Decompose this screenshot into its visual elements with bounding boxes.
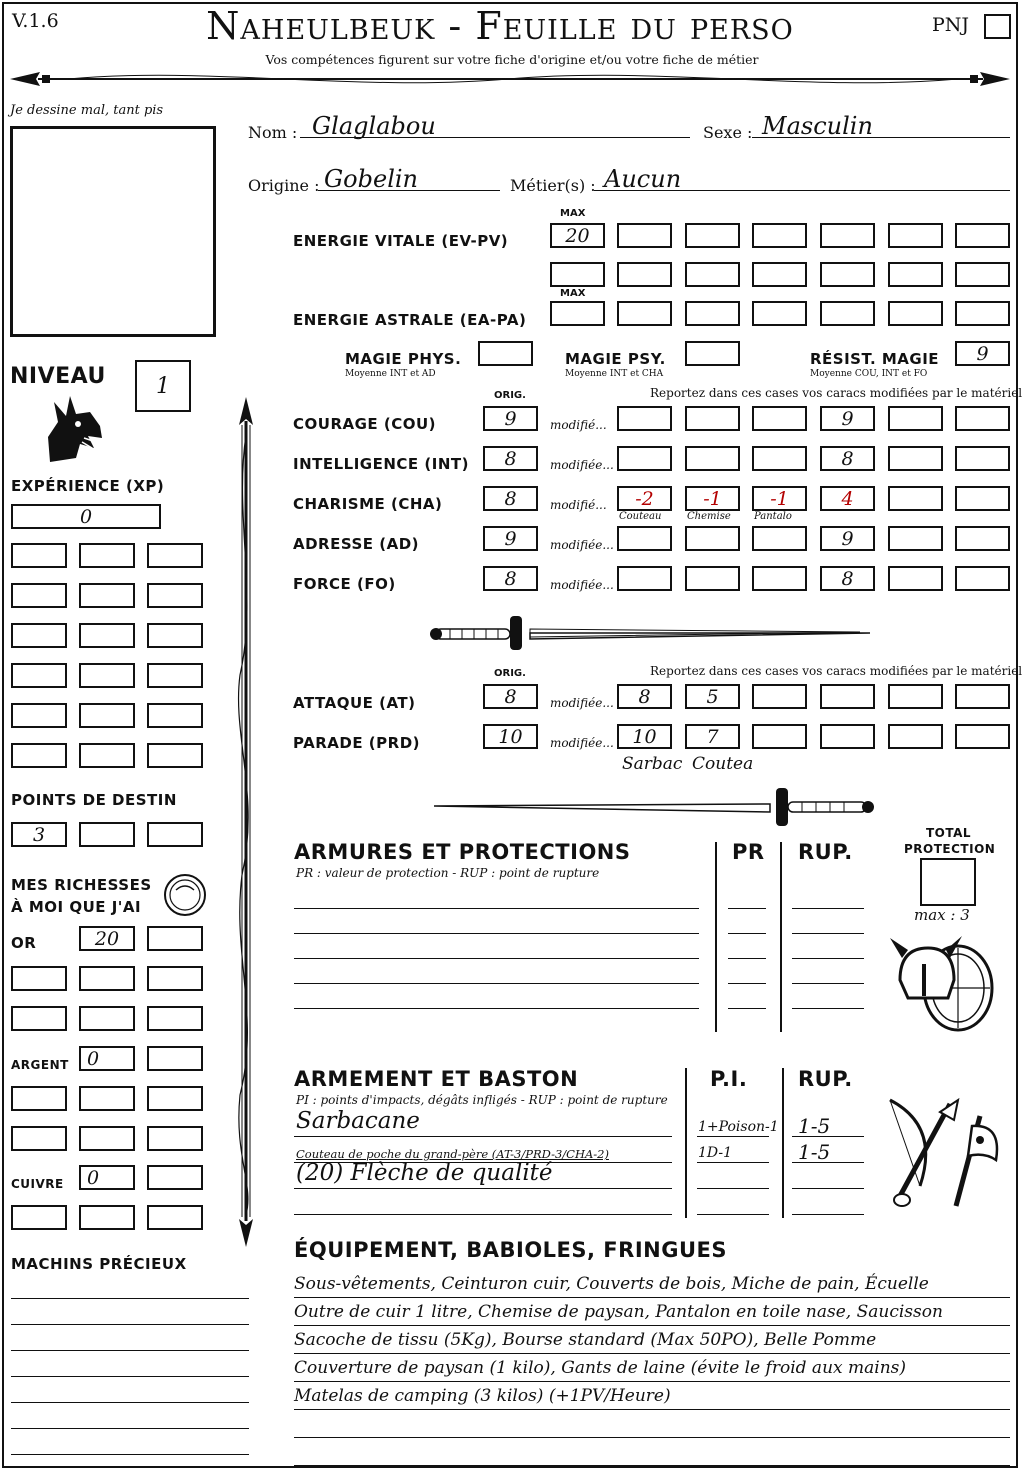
xp-box[interactable] [147, 703, 203, 728]
ev-box[interactable] [617, 223, 672, 248]
armures-divider-2 [780, 842, 782, 1032]
carac-mod-box[interactable] [888, 526, 943, 551]
total-protection-label-2: PROTECTION [904, 842, 996, 856]
or-box-3[interactable] [11, 966, 67, 991]
carac-mod-box[interactable] [752, 526, 807, 551]
carac-mod-box[interactable] [752, 566, 807, 591]
ev-box[interactable] [685, 223, 740, 248]
argent-box-2[interactable] [147, 1046, 203, 1071]
ev-max-box[interactable]: 20 [550, 223, 605, 248]
argent-box-8[interactable] [147, 1126, 203, 1151]
armure-rup-line[interactable] [792, 983, 864, 984]
armement-rup-line[interactable] [792, 1188, 864, 1189]
cuivre-box[interactable]: 0 [79, 1165, 135, 1190]
destin-box-2[interactable] [79, 822, 135, 847]
carac-orig-box[interactable]: 8 [483, 446, 538, 471]
ev-box[interactable] [955, 223, 1010, 248]
carac-orig-box[interactable]: 8 [483, 486, 538, 511]
cuivre-label: CUIVRE [11, 1177, 64, 1191]
origine-field[interactable]: Gobelin [324, 165, 418, 193]
xp-box[interactable] [11, 663, 67, 688]
dragon-head-icon [40, 392, 106, 464]
armure-line[interactable] [294, 908, 699, 909]
carac-mod-box[interactable]: 8 [820, 566, 875, 591]
magie-psy-box[interactable] [685, 341, 740, 366]
precieux-line[interactable] [11, 1428, 249, 1429]
ev-box[interactable] [752, 223, 807, 248]
nom-field[interactable]: Glaglabou [312, 112, 436, 140]
magie-phys-label: MAGIE PHYS. [345, 350, 462, 368]
equipement-line[interactable] [294, 1325, 1010, 1326]
combat-modif-label: modifiée... [550, 736, 614, 750]
crossed-weapons-icon [880, 1096, 1010, 1216]
armure-pr-line[interactable] [728, 933, 766, 934]
armures-rup-header: RUP. [798, 840, 853, 864]
cuivre-box-4[interactable] [79, 1205, 135, 1230]
or-box-2[interactable] [147, 926, 203, 951]
combat-mod-box[interactable]: 10 [617, 724, 672, 749]
armement-rup-header: RUP. [798, 1067, 853, 1091]
ev-box[interactable] [820, 223, 875, 248]
argent-label: ARGENT [11, 1058, 69, 1072]
armement-divider-2 [782, 1068, 784, 1218]
equipement-title: ÉQUIPEMENT, BABIOLES, FRINGUES [294, 1238, 727, 1262]
armement-pi-line[interactable] [697, 1162, 769, 1163]
combat-weapon-note-1: Sarbac [622, 754, 683, 774]
xp-box[interactable] [147, 543, 203, 568]
xp-box[interactable] [147, 583, 203, 608]
carac-mod-box[interactable] [752, 446, 807, 471]
precieux-line[interactable] [11, 1454, 249, 1455]
ea-box[interactable] [955, 301, 1010, 326]
sexe-field[interactable]: Masculin [762, 112, 873, 140]
nom-label: Nom : [248, 123, 298, 142]
armure-line[interactable] [294, 933, 699, 934]
xp-box[interactable] [11, 543, 67, 568]
armures-subtitle: PR : valeur de protection - RUP : point de rupture [296, 866, 600, 880]
precieux-label: MACHINS PRÉCIEUX [11, 1255, 187, 1273]
magie-phys-box[interactable] [478, 341, 533, 366]
ea-box[interactable] [820, 301, 875, 326]
xp-box[interactable] [147, 663, 203, 688]
sexe-label: Sexe : [703, 123, 753, 142]
carac-mod-box[interactable]: 9 [820, 406, 875, 431]
xp-box[interactable] [11, 703, 67, 728]
carac-label: CHARISME (CHA) [293, 495, 443, 513]
armure-pr-line[interactable] [728, 983, 766, 984]
sword-divider-icon [430, 782, 875, 832]
carac-mod-box[interactable] [955, 446, 1010, 471]
ea-box[interactable] [888, 301, 943, 326]
spear-divider-icon [8, 64, 1012, 94]
combat-mod-box[interactable] [955, 684, 1010, 709]
combat-modif-label: modifiée... [550, 696, 614, 710]
equipement-line[interactable] [294, 1297, 1010, 1298]
total-protection-label-1: TOTAL [926, 826, 972, 840]
version-label: V.1.6 [12, 10, 59, 32]
argent-box-4[interactable] [79, 1086, 135, 1111]
carac-mod-box[interactable] [617, 566, 672, 591]
ea-box[interactable] [617, 301, 672, 326]
xp-box[interactable] [11, 743, 67, 768]
or-box-8[interactable] [147, 1006, 203, 1031]
carac-mod-box[interactable] [685, 566, 740, 591]
combat-orig-box[interactable]: 10 [483, 724, 538, 749]
carac-mod-box[interactable]: 8 [820, 446, 875, 471]
armures-pr-header: PR [732, 840, 765, 864]
combat-mod-box[interactable] [752, 684, 807, 709]
metier-label: Métier(s) : [510, 176, 596, 195]
combat-orig-label: ORIG. [494, 668, 526, 679]
combat-mod-box[interactable] [820, 724, 875, 749]
carac-label: FORCE (FO) [293, 575, 396, 593]
vertical-spear-icon [230, 395, 262, 1250]
armure-pr-line[interactable] [728, 958, 766, 959]
argent-box-5[interactable] [147, 1086, 203, 1111]
argent-box[interactable]: 0 [79, 1046, 135, 1071]
equipement-line[interactable] [294, 1465, 1010, 1466]
xp-box[interactable]: 0 [11, 504, 161, 529]
equipement-line[interactable] [294, 1409, 1010, 1410]
total-protection-box[interactable] [920, 858, 976, 906]
armure-rup-line[interactable] [792, 908, 864, 909]
carac-mod-box[interactable] [955, 566, 1010, 591]
carac-mod-box[interactable] [685, 526, 740, 551]
equipement-line[interactable] [294, 1437, 1010, 1438]
carac-mod-box[interactable] [888, 406, 943, 431]
ev-box[interactable] [617, 262, 672, 287]
armures-title: ARMURES ET PROTECTIONS [294, 840, 631, 864]
portrait-box[interactable] [10, 126, 216, 337]
combat-report-note: Reportez dans ces cases vos caracs modifiées par le matériel [650, 664, 1023, 678]
carac-label: INTELLIGENCE (INT) [293, 455, 469, 473]
xp-box[interactable] [79, 623, 135, 648]
magie-psy-note: Moyenne INT et CHA [565, 369, 664, 379]
armement-divider-1 [685, 1068, 687, 1218]
carac-mod-box[interactable] [617, 406, 672, 431]
carac-mod-note: Couteau [619, 511, 662, 522]
ev-box[interactable] [955, 262, 1010, 287]
combat-mod-box[interactable] [752, 724, 807, 749]
precieux-line[interactable] [11, 1324, 249, 1325]
carac-mod-box[interactable] [685, 406, 740, 431]
armement-line[interactable] [294, 1188, 672, 1189]
ev-box[interactable] [888, 262, 943, 287]
precieux-line[interactable] [11, 1298, 249, 1299]
metier-field[interactable]: Aucun [604, 165, 682, 193]
ea-box[interactable] [752, 301, 807, 326]
combat-mod-box[interactable] [955, 724, 1010, 749]
carac-modif-label: modifié... [550, 498, 607, 512]
precieux-line[interactable] [11, 1350, 249, 1351]
carac-mod-note: Chemise [687, 511, 731, 522]
carac-mod-box[interactable]: -2 [617, 486, 672, 511]
page-title: Naheulbeuk - Feuille du perso [206, 4, 794, 48]
xp-box[interactable] [79, 743, 135, 768]
carac-mod-note: Pantalo [754, 511, 792, 522]
carac-mod-box[interactable] [955, 526, 1010, 551]
argent-box-7[interactable] [79, 1126, 135, 1151]
equipement-line[interactable] [294, 1381, 1010, 1382]
armure-rup-line[interactable] [792, 1008, 864, 1009]
richesses-label-1: MES RICHESSES [11, 876, 152, 894]
pnj-checkbox[interactable] [984, 14, 1011, 39]
armement-line[interactable] [294, 1136, 672, 1137]
cuivre-box-5[interactable] [147, 1205, 203, 1230]
carac-mod-box[interactable] [955, 406, 1010, 431]
armement-subtitle: PI : points d'impacts, dégâts infligés - RUP : point de rupture [296, 1093, 668, 1107]
carac-mod-box[interactable] [955, 486, 1010, 511]
equipement-entry[interactable]: Sous-vêtements, Ceinturon cuir, Couverts de bois, Miche de pain, Écuelle [294, 1274, 929, 1294]
carac-modif-label: modifiée... [550, 578, 614, 592]
precieux-line[interactable] [11, 1402, 249, 1403]
destin-box-3[interactable] [147, 822, 203, 847]
armement-rup-line[interactable] [792, 1214, 864, 1215]
carac-orig-label: ORIG. [494, 390, 526, 401]
niveau-box[interactable]: 1 [135, 360, 191, 412]
equipement-entry[interactable]: Outre de cuir 1 litre, Chemise de paysan, Pantalon en toile nase, Saucisson [294, 1302, 943, 1322]
armure-pr-line[interactable] [728, 908, 766, 909]
ea-max-label: MAX [560, 288, 586, 299]
carac-mod-box[interactable] [617, 526, 672, 551]
xp-box[interactable] [11, 623, 67, 648]
or-label: OR [11, 934, 37, 952]
coin-icon [162, 872, 208, 918]
combat-label: PARADE (PRD) [293, 734, 421, 752]
xp-box[interactable] [147, 743, 203, 768]
ev-box[interactable] [550, 262, 605, 287]
magie-phys-note: Moyenne INT et AD [345, 369, 436, 379]
ev-box[interactable] [685, 262, 740, 287]
or-box-6[interactable] [11, 1006, 67, 1031]
carac-modif-label: modifiée... [550, 458, 614, 472]
xp-box[interactable] [147, 623, 203, 648]
cuivre-box-2[interactable] [147, 1165, 203, 1190]
combat-mod-box[interactable]: 7 [685, 724, 740, 749]
carac-orig-box[interactable]: 8 [483, 566, 538, 591]
armement-line[interactable] [294, 1214, 672, 1215]
cuivre-box-3[interactable] [11, 1205, 67, 1230]
armure-rup-line[interactable] [792, 933, 864, 934]
armement-rup[interactable]: 1-5 [798, 1140, 831, 1164]
combat-orig-box[interactable]: 8 [483, 684, 538, 709]
resist-magie-box[interactable]: 9 [955, 341, 1010, 366]
equipement-line[interactable] [294, 1353, 1010, 1354]
combat-mod-box[interactable] [820, 684, 875, 709]
combat-label: ATTAQUE (AT) [293, 694, 416, 712]
ev-max-label: MAX [560, 208, 586, 219]
carac-modif-label: modifié... [550, 418, 607, 432]
richesses-label-2: À MOI QUE J'AI [11, 898, 142, 916]
destin-box-1[interactable]: 3 [11, 822, 67, 847]
armure-line[interactable] [294, 958, 699, 959]
magie-psy-label: MAGIE PSY. [565, 350, 666, 368]
carac-mod-box[interactable] [888, 566, 943, 591]
resist-magie-label: RÉSIST. MAGIE [810, 350, 940, 368]
carac-mod-box[interactable] [888, 486, 943, 511]
precieux-line[interactable] [11, 1376, 249, 1377]
helmet-shield-icon [888, 928, 1000, 1038]
carac-orig-box[interactable]: 9 [483, 406, 538, 431]
carac-mod-box[interactable]: 4 [820, 486, 875, 511]
resist-magie-note: Moyenne COU, INT et FO [810, 369, 928, 379]
origine-label: Origine : [248, 176, 320, 195]
armement-pi[interactable]: 1+Poison-1 [698, 1119, 779, 1135]
carac-label: ADRESSE (AD) [293, 535, 420, 553]
combat-mod-box[interactable]: 8 [617, 684, 672, 709]
ea-label: ENERGIE ASTRALE (EA-PA) [293, 311, 527, 329]
page-subtitle: Vos compétences figurent sur votre fiche d'origine et/ou votre fiche de métier [265, 52, 759, 67]
combat-mod-box[interactable]: 5 [685, 684, 740, 709]
ev-box[interactable] [752, 262, 807, 287]
or-box[interactable]: 20 [79, 926, 135, 951]
equipement-entry[interactable]: Sacoche de tissu (5Kg), Bourse standard (Max 50PO), Belle Pomme [294, 1330, 877, 1350]
armement-pi-line[interactable] [697, 1188, 769, 1189]
carac-mod-box[interactable]: -1 [685, 486, 740, 511]
carac-label: COURAGE (COU) [293, 415, 437, 433]
armement-title: ARMEMENT ET BASTON [294, 1067, 579, 1091]
sword-divider-icon [430, 608, 875, 658]
ev-box[interactable] [888, 223, 943, 248]
carac-modif-label: modifiée... [550, 538, 614, 552]
xp-box[interactable] [79, 663, 135, 688]
ev-label: ENERGIE VITALE (EV-PV) [293, 232, 509, 250]
armement-pi-line[interactable] [697, 1136, 769, 1137]
total-protection-max: max : 3 [914, 906, 970, 924]
armement-pi[interactable]: 1D-1 [698, 1145, 733, 1161]
armure-rup-line[interactable] [792, 958, 864, 959]
xp-box[interactable] [79, 703, 135, 728]
carac-report-note: Reportez dans ces cases vos caracs modifiées par le matériel [650, 386, 1023, 400]
armure-pr-line[interactable] [728, 1008, 766, 1009]
carac-mod-box[interactable] [752, 406, 807, 431]
destin-label: POINTS DE DESTIN [11, 791, 177, 809]
equipement-entry[interactable]: Couverture de paysan (1 kilo), Gants de laine (évite le froid aux mains) [294, 1358, 907, 1378]
armure-line[interactable] [294, 1008, 699, 1009]
equipement-entry[interactable]: Matelas de camping (3 kilos) (+1PV/Heure) [294, 1386, 671, 1406]
armure-line[interactable] [294, 983, 699, 984]
argent-box-3[interactable] [11, 1086, 67, 1111]
portrait-caption: Je dessine mal, tant pis [10, 103, 164, 118]
ev-box[interactable] [820, 262, 875, 287]
carac-orig-box[interactable]: 9 [483, 526, 538, 551]
pnj-label: PNJ [932, 14, 970, 36]
armement-pi-header: P.I. [710, 1067, 748, 1091]
or-box-7[interactable] [79, 1006, 135, 1031]
ea-max-box[interactable] [550, 301, 605, 326]
carac-mod-box[interactable] [617, 446, 672, 471]
xp-box[interactable] [79, 543, 135, 568]
combat-mod-box[interactable] [888, 724, 943, 749]
armement-rup[interactable]: 1-5 [798, 1114, 831, 1138]
ea-box[interactable] [685, 301, 740, 326]
or-box-4[interactable] [79, 966, 135, 991]
combat-mod-box[interactable] [888, 684, 943, 709]
armement-pi-line[interactable] [697, 1214, 769, 1215]
armement-name[interactable]: Couteau de poche du grand-père (AT-3/PRD-3/CHA-2) [296, 1147, 609, 1161]
carac-mod-box[interactable]: 9 [820, 526, 875, 551]
xp-label: EXPÉRIENCE (XP) [11, 477, 165, 495]
xp-box[interactable] [79, 583, 135, 608]
argent-box-6[interactable] [11, 1126, 67, 1151]
armement-name[interactable]: Sarbacane [296, 1108, 420, 1134]
or-box-5[interactable] [147, 966, 203, 991]
carac-mod-box[interactable] [685, 446, 740, 471]
carac-mod-box[interactable] [888, 446, 943, 471]
xp-box[interactable] [11, 583, 67, 608]
combat-weapon-note-2: Coutea [692, 754, 754, 774]
carac-mod-box[interactable]: -1 [752, 486, 807, 511]
armures-divider-1 [715, 842, 717, 1032]
niveau-label: NIVEAU [10, 364, 106, 389]
armement-name[interactable]: (20) Flèche de qualité [296, 1160, 553, 1186]
